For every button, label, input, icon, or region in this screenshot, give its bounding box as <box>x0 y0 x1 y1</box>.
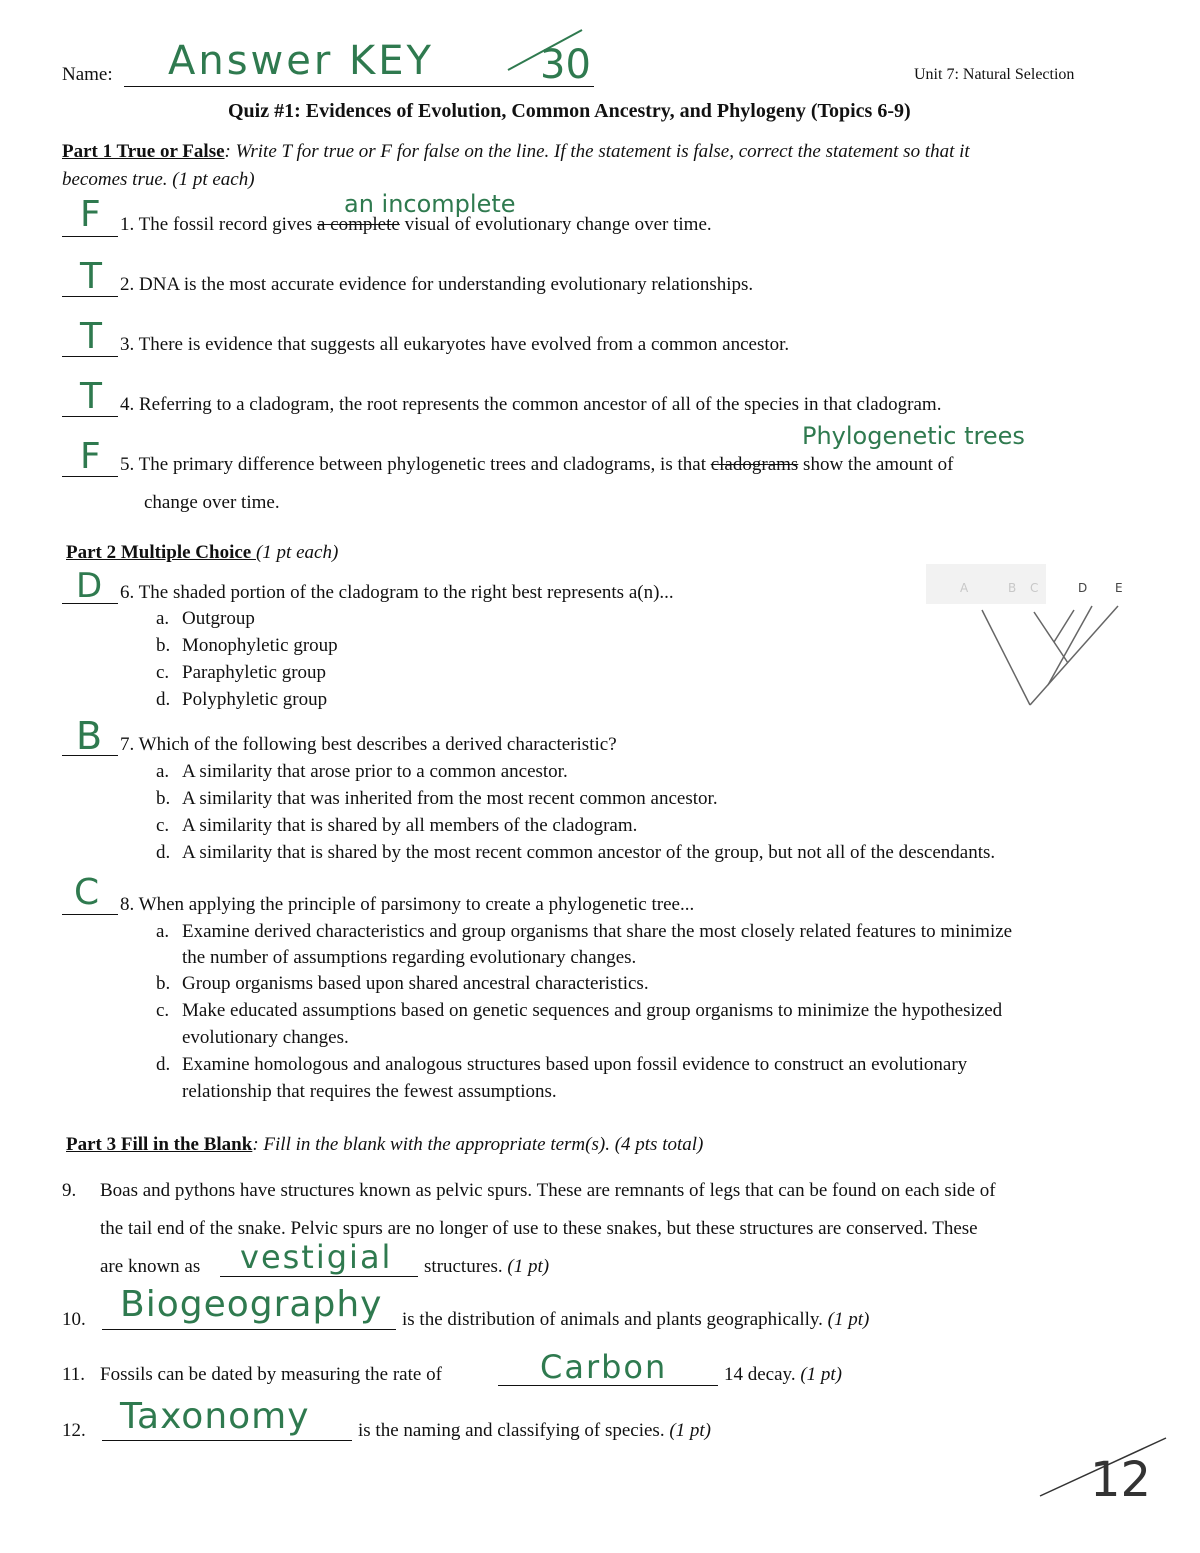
tf-statement-2: 2. DNA is the most accurate evidence for understanding evolutionary relationships. <box>120 274 754 295</box>
taxon-label-b: B <box>1008 581 1017 595</box>
answer-3: T <box>80 316 102 357</box>
fill-q9-line2: the tail end of the snake. Pelvic spurs are no longer of use to these snakes, but these structures are conserved. These <box>100 1218 978 1239</box>
fill-q11-answer: Carbon <box>540 1348 668 1386</box>
mc-option-8d: d. Examine homologous and analogous structures based upon fossil evidence to construct an evolutionary <box>156 1054 968 1075</box>
mc-option-8b: b. Group organisms based upon shared ancestral characteristics. <box>156 973 649 994</box>
name-answer: Answer KEY <box>168 38 434 84</box>
mc-option-8d-cont: relationship that requires the fewest assumptions. <box>182 1081 557 1102</box>
fill-q9-number: 9. <box>62 1180 77 1201</box>
part3-heading: Part 3 Fill in the Blank: Fill in the blank with the appropriate term(s). (4 pts total) <box>66 1134 704 1155</box>
fill-q12-answer: Taxonomy <box>120 1396 310 1437</box>
fill-q9-blank <box>220 1276 418 1277</box>
cladogram-branches <box>982 606 1118 705</box>
mc-question-8: 8. When applying the principle of parsimony to create a phylogenetic tree... <box>120 894 695 915</box>
part2-heading: Part 2 Multiple Choice (1 pt each) <box>66 542 339 563</box>
answer-5: F <box>80 436 101 477</box>
fill-q11-number: 11. <box>62 1364 86 1385</box>
fill-q10-answer: Biogeography <box>120 1284 383 1325</box>
tf-statement-5-cont: change over time. <box>144 492 280 513</box>
mc-option-6a: a. Outgroup <box>156 608 255 629</box>
pencil-score: 12 <box>1090 1452 1152 1508</box>
fill-q10-number: 10. <box>62 1309 86 1330</box>
fill-q12-blank <box>102 1440 352 1441</box>
answer-1: F <box>80 194 101 235</box>
mc-question-6: 6. The shaded portion of the cladogram to the right best represents a(n)... <box>120 582 674 603</box>
cladogram-shaded-region <box>926 564 1046 604</box>
fill-q9-line1: Boas and pythons have structures known as pelvic spurs. These are remnants of legs that can be found on each side of <box>100 1180 996 1201</box>
mc-option-6d: d. Polyphyletic group <box>156 689 328 710</box>
taxon-label-d: D <box>1078 581 1088 595</box>
taxon-label-c: C <box>1030 581 1039 595</box>
mc-option-7c: c. A similarity that is shared by all members of the cladogram. <box>156 815 638 836</box>
fill-q10-text: is the distribution of animals and plants geographically. (1 pt) <box>402 1309 870 1330</box>
mc-option-7a: a. A similarity that arose prior to a common ancestor. <box>156 761 568 782</box>
answer-8: C <box>74 872 100 913</box>
tf-statement-3: 3. There is evidence that suggests all eukaryotes have evolved from a common ancestor. <box>120 334 790 355</box>
fill-q10-blank <box>102 1329 396 1330</box>
mc-option-6c: c. Paraphyletic group <box>156 662 327 683</box>
tf-statement-1: 1. The fossil record gives a complete visual of evolutionary change over time. <box>120 214 712 235</box>
taxon-label-a: A <box>960 581 969 595</box>
answer-6: D <box>76 566 103 606</box>
unit-label: Unit 7: Natural Selection <box>914 66 1075 83</box>
tf-statement-4: 4. Referring to a cladogram, the root represents the common ancestor of all of the species in that cladogram. <box>120 394 942 415</box>
taxon-label-e: E <box>1115 581 1123 595</box>
name-label: Name: <box>62 64 113 85</box>
mc-option-7b: b. A similarity that was inherited from the most recent common ancestor. <box>156 788 718 809</box>
mc-option-8a: a. Examine derived characteristics and group organisms that share the most closely related features to minimize <box>156 921 1013 942</box>
answer-4: T <box>80 376 102 417</box>
mc-option-7d: d. A similarity that is shared by the most recent common ancestor of the group, but not all of the descendants. <box>156 842 996 863</box>
fill-q11-pre: Fossils can be dated by measuring the rate of <box>100 1364 442 1385</box>
mc-option-8c-cont: evolutionary changes. <box>182 1027 349 1048</box>
fill-q9-pre: are known as <box>100 1256 201 1277</box>
part1-instructions: Part 1 True or False: Write T for true or F for false on the line. If the statement is false, correct the statement so that it <box>62 141 970 162</box>
fill-q12-number: 12. <box>62 1420 86 1441</box>
fill-q12-text: is the naming and classifying of species. (1 pt) <box>358 1420 712 1441</box>
mc-question-7: 7. Which of the following best describes a derived characteristic? <box>120 734 617 755</box>
mc-option-8c: c. Make educated assumptions based on genetic sequences and group organisms to minimize the hypothesized <box>156 1000 1003 1021</box>
fill-q9-answer: vestigial <box>240 1238 393 1276</box>
answer-line-8 <box>62 914 118 915</box>
part1-instructions-2: becomes true. (1 pt each) <box>62 169 255 190</box>
quiz-title: Quiz #1: Evidences of Evolution, Common Ancestry, and Phylogeny (Topics 6-9) <box>228 100 911 122</box>
cladogram <box>920 560 1140 720</box>
mc-option-6b: b. Monophyletic group <box>156 635 338 656</box>
fill-q9-post: structures. (1 pt) <box>424 1256 550 1277</box>
score-value: 30 <box>540 42 591 88</box>
mc-option-8a-cont: the number of assumptions regarding evolutionary changes. <box>182 947 637 968</box>
fill-q11-post: 14 decay. (1 pt) <box>724 1364 843 1385</box>
tf-statement-5: 5. The primary difference between phylogenetic trees and cladograms, is that cladograms show the amount of <box>120 454 954 475</box>
answer-line-1 <box>62 236 118 237</box>
correction-1: an incomplete <box>344 190 516 218</box>
answer-7: B <box>76 714 103 758</box>
correction-5: Phylogenetic trees <box>802 422 1025 450</box>
answer-2: T <box>80 256 102 297</box>
